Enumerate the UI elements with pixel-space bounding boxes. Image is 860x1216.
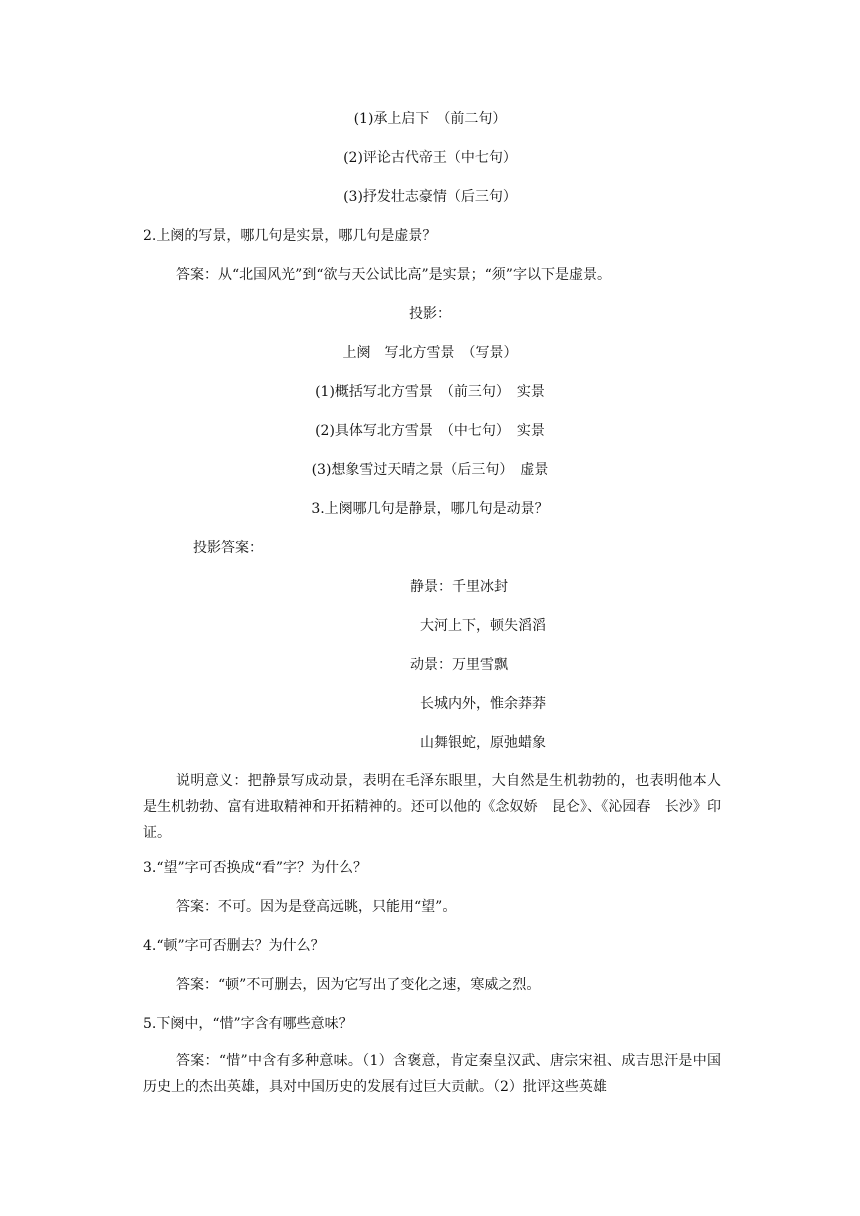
answer-2: 答案：从“北国风光”到“欲与天公试比高”是实景；“须”字以下是虚景。 (176, 267, 611, 283)
question-3b: 3.“望”字可否换成“看”字？为什么？ (143, 860, 367, 876)
dynamic-scene-label: 动景：万里雪飘 (410, 657, 508, 673)
answer-3b: 答案：不可。因为是登高远眺，只能用“望”。 (176, 899, 457, 915)
projection-item-1: (1)概括写北方雪景 （前三句） 实景 (315, 384, 545, 400)
outline-item-3: (3)抒发壮志豪情（后三句） (343, 189, 517, 205)
answer-5-paragraph: 答案：“惜”中含有多种意味。（1）含褒意，肯定秦皇汉武、唐宗宋祖、成吉思汗是中国历史上的杰出英雄，具对中国历史的发展有过巨大贡献。（2）批评这些英雄 (143, 1053, 721, 1095)
outline-item-1: (1)承上启下 （前二句） (353, 111, 507, 127)
projection-item-2: (2)具体写北方雪景 （中七句） 实景 (315, 423, 545, 439)
question-4: 4.“顿”字可否删去？为什么？ (143, 938, 325, 954)
outline-item-2: (2)评论古代帝王（中七句） (343, 150, 517, 166)
question-2: 2.上阕的写景，哪几句是实景，哪几句是虚景？ (143, 228, 437, 244)
question-5: 5.下阕中，“惜”字含有哪些意味？ (143, 1016, 353, 1032)
dynamic-scene-line-1: 长城内外，惟余莽莽 (420, 696, 546, 712)
projection-item-3: (3)想象雪过天晴之景（后三句） 虚景 (311, 462, 549, 478)
question-3a: 3.上阕哪几句是静景，哪几句是动景？ (311, 501, 549, 517)
projection-heading: 上阕 写北方雪景 （写景） (342, 345, 518, 361)
projection-label: 投影： (409, 306, 451, 322)
explanation-paragraph: 说明意义：把静景写成动景，表明在毛泽东眼里，大自然是生机勃勃的，也表明他本人是生机勃勃、富有进取精神和开拓精神的。还可以他的《念奴娇 昆仑》、《沁园春 长沙》印证。 (143, 773, 721, 841)
answer-4: 答案：“顿”不可删去，因为它写出了变化之速，寒威之烈。 (176, 977, 541, 993)
projection-answer-label: 投影答案： (193, 540, 263, 556)
static-scene-label: 静景：千里冰封 (410, 579, 508, 595)
dynamic-scene-line-2: 山舞银蛇，原弛蜡象 (420, 735, 546, 751)
static-scene-line: 大河上下，顿失滔滔 (420, 618, 546, 634)
